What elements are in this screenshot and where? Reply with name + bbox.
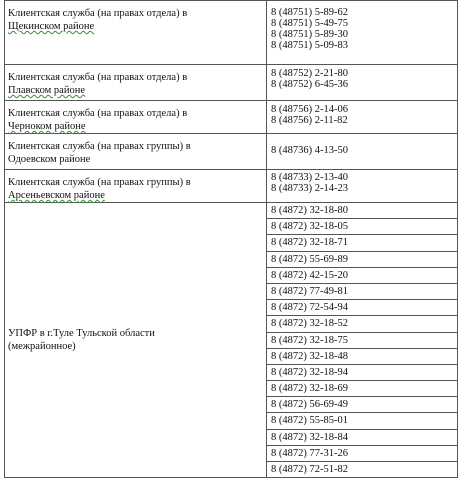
org-name-line-1: Клиентская служба (на правах отдела) в [8,108,188,119]
phone-number: 8 (4872) 42-15-20 [267,268,457,284]
org-name-line-2: Плавском районе [8,85,85,96]
phone-cell [267,134,458,170]
phone-number: 8 (4872) 32-18-80 [267,203,457,219]
phone-number: 8 (4872) 32-18-71 [267,235,457,251]
phone-number: 8 (48756) 2-14-06 [271,104,348,115]
table-row [5,1,458,65]
contacts-table [4,0,458,478]
phone-number: 8 (4872) 32-18-52 [267,316,457,332]
phone-number: 8 (48756) 2-11-82 [271,115,348,126]
phone-number: 8 (48733) 2-13-40 [271,172,348,183]
phone-number: 8 (4872) 32-18-75 [267,333,457,349]
org-cell [5,170,267,203]
org-name-line-2: Черноком районе [8,121,86,132]
org-cell [5,65,267,101]
phone-number: 8 (4872) 32-18-05 [267,219,457,235]
org-name-line-2: Арсеньевском районе [8,190,105,201]
org-name-line-2: Одоевском районе [8,154,91,165]
phone-number: 8 (4872) 56-69-49 [267,397,457,413]
phone-number: 8 (4872) 32-18-48 [267,349,457,365]
org-cell [5,203,267,478]
phone-cell [267,203,458,478]
phone-number: 8 (4872) 32-18-94 [267,365,457,381]
phone-number: 8 (4872) 32-18-69 [267,381,457,397]
phone-number: 8 (4872) 72-54-94 [267,300,457,316]
phone-number: 8 (48733) 2-14-23 [271,183,348,194]
phone-cell [267,1,458,65]
phone-number: 8 (48751) 5-49-75 [271,18,348,29]
phone-cell [267,101,458,134]
phone-number: 8 (4872) 32-18-84 [267,430,457,446]
phone-cell [267,170,458,203]
org-name-line-2: Щекинском районе [8,21,95,32]
org-cell [5,1,267,65]
phone-number: 8 (48751) 5-89-62 [271,7,348,18]
org-cell [5,134,267,170]
org-name-line-1: Клиентская служба (на правах группы) в [8,177,191,188]
phone-cell [267,65,458,101]
phone-number: 8 (48736) 4-13-50 [271,145,348,157]
phone-number: 8 (48751) 5-09-83 [271,40,348,51]
phone-number: 8 (4872) 55-69-89 [267,252,457,268]
phone-number: 8 (48751) 5-89-30 [271,29,348,40]
phone-number: 8 (4872) 72-51-82 [271,464,348,475]
phone-number: 8 (4872) 55-85-01 [267,413,457,429]
org-name-line-2: (межрайонное) [8,341,76,353]
org-name-line-1: Клиентская служба (на правах отдела) в [8,8,188,19]
table-row [5,170,458,203]
org-name-line-1: УПФР в г.Туле Тульской области [8,328,155,340]
table-row [5,101,458,134]
table-row [5,134,458,170]
org-name-line-1: Клиентская служба (на правах группы) в [8,141,191,152]
org-cell [5,101,267,134]
org-name-line-1: Клиентская служба (на правах отдела) в [8,72,188,83]
phone-number: 8 (48752) 6-45-36 [271,79,348,90]
table-row [5,203,458,478]
phone-number: 8 (4872) 77-31-26 [267,446,457,462]
phone-number: 8 (48752) 2-21-80 [271,68,348,79]
phone-number: 8 (4872) 77-49-81 [267,284,457,300]
table-row [5,65,458,101]
